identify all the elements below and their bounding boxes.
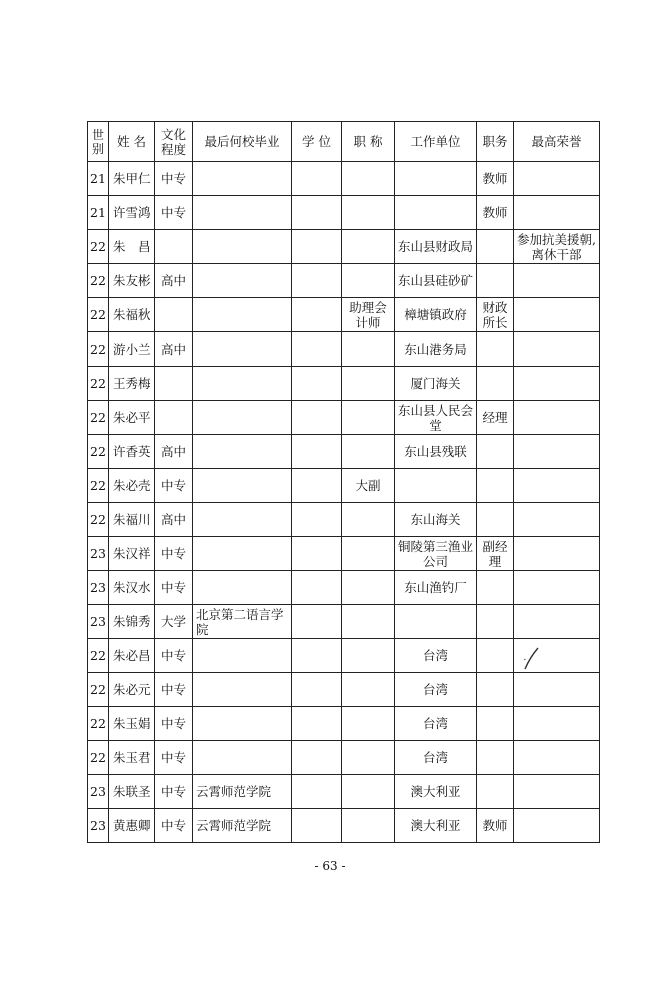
cell-education: 高中 [155,435,193,469]
table-row [88,367,600,401]
page-number: - 63 - [314,859,346,873]
cell-name: 朱福秋 [109,298,155,332]
cell-honor [514,401,600,435]
cell-title: 助理会计师 [342,298,395,332]
cell-degree [292,435,342,469]
table-row [88,469,600,503]
cell-honor [514,605,600,639]
cell-generation: 22 [88,230,109,264]
cell-school [193,639,292,673]
cell-workplace: 澳大利亚 [395,809,477,843]
table-row [88,537,600,571]
cell-position [477,571,514,605]
cell-title [342,673,395,707]
cell-degree [292,332,342,367]
cell-title [342,230,395,264]
cell-title [342,367,395,401]
cell-degree [292,809,342,843]
cell-degree [292,162,342,196]
cell-position [477,741,514,775]
cell-position [477,367,514,401]
cell-school: 云霄师范学院 [193,775,292,809]
cell-education [155,298,193,332]
cell-degree [292,605,342,639]
cell-workplace [395,469,477,503]
cell-generation: 22 [88,469,109,503]
cell-education: 中专 [155,537,193,571]
cell-workplace: 东山港务局 [395,332,477,367]
cell-title [342,775,395,809]
table-row [88,401,600,435]
cell-workplace: 澳大利亚 [395,775,477,809]
cell-workplace [395,196,477,230]
cell-education: 中专 [155,639,193,673]
cell-name: 朱必昌 [109,639,155,673]
cell-workplace: 东山县财政局 [395,230,477,264]
cell-degree [292,367,342,401]
cell-name: 游小兰 [109,332,155,367]
cell-education [155,230,193,264]
table-row [88,503,600,537]
cell-honor [514,367,600,401]
table-row [88,571,600,605]
cell-position [477,230,514,264]
col-header-generation: 世别 [88,122,109,162]
cell-degree [292,571,342,605]
cell-honor [514,707,600,741]
cell-honor [514,298,600,332]
cell-education: 高中 [155,332,193,367]
cell-honor [514,162,600,196]
cell-generation: 23 [88,775,109,809]
cell-degree [292,401,342,435]
cell-degree [292,707,342,741]
cell-degree [292,741,342,775]
cell-generation: 22 [88,332,109,367]
cell-honor [514,775,600,809]
cell-workplace: 樟塘镇政府 [395,298,477,332]
cell-workplace: 台湾 [395,639,477,673]
cell-school [193,162,292,196]
cell-generation: 22 [88,741,109,775]
cell-position [477,264,514,298]
cell-title [342,332,395,367]
cell-education: 中专 [155,673,193,707]
cell-name: 黄惠卿 [109,809,155,843]
cell-school [193,537,292,571]
cell-workplace: 厦门海关 [395,367,477,401]
cell-position: 副经理 [477,537,514,571]
cell-workplace: 铜陵第三渔业公司 [395,537,477,571]
cell-workplace: 台湾 [395,707,477,741]
cell-title [342,639,395,673]
cell-education: 中专 [155,741,193,775]
cell-name: 朱 昌 [109,230,155,264]
cell-position: 教师 [477,809,514,843]
col-header-school: 最后何校毕业 [193,122,292,162]
cell-name: 朱必壳 [109,469,155,503]
cell-name: 朱友彬 [109,264,155,298]
table-row [88,673,600,707]
cell-position: 经理 [477,401,514,435]
cell-degree [292,775,342,809]
cell-position: 教师 [477,196,514,230]
cell-workplace: 东山县残联 [395,435,477,469]
cell-school [193,332,292,367]
cell-honor [514,571,600,605]
cell-name: 朱玉娟 [109,707,155,741]
table-row [88,435,600,469]
cell-generation: 21 [88,196,109,230]
cell-name: 朱福川 [109,503,155,537]
cell-position [477,435,514,469]
cell-title [342,741,395,775]
cell-degree [292,264,342,298]
cell-school [193,264,292,298]
cell-name: 朱锦秀 [109,605,155,639]
cell-position [477,469,514,503]
cell-honor [514,809,600,843]
cell-honor [514,469,600,503]
col-header-position: 职务 [477,122,514,162]
cell-school: 云霄师范学院 [193,809,292,843]
cell-education: 大学 [155,605,193,639]
cell-education: 中专 [155,469,193,503]
cell-name: 许香英 [109,435,155,469]
cell-generation: 22 [88,707,109,741]
cell-position: 财政所长 [477,298,514,332]
cell-workplace: 东山县人民会堂 [395,401,477,435]
cell-position [477,707,514,741]
cell-title [342,707,395,741]
cell-generation: 21 [88,162,109,196]
table-row [88,196,600,230]
table-row [88,707,600,741]
cell-title [342,196,395,230]
cell-title [342,809,395,843]
cell-education [155,401,193,435]
cell-generation: 22 [88,503,109,537]
cell-name: 朱汉水 [109,571,155,605]
cell-generation: 23 [88,537,109,571]
cell-title [342,264,395,298]
table-row [88,605,600,639]
cell-degree [292,673,342,707]
cell-generation: 22 [88,298,109,332]
cell-generation: 23 [88,571,109,605]
cell-honor [514,196,600,230]
cell-degree [292,298,342,332]
table-row [88,809,600,843]
table-row [88,775,600,809]
cell-school [193,673,292,707]
cell-title [342,162,395,196]
cell-name: 朱玉君 [109,741,155,775]
cell-school [193,469,292,503]
cell-school [193,707,292,741]
cell-education: 中专 [155,809,193,843]
cell-degree [292,196,342,230]
genealogy-table [87,121,600,843]
cell-education [155,367,193,401]
col-header-honor: 最高荣誉 [514,122,600,162]
cell-name: 朱必平 [109,401,155,435]
cell-name: 朱甲仁 [109,162,155,196]
cell-education: 中专 [155,775,193,809]
cell-generation: 23 [88,809,109,843]
cell-degree [292,469,342,503]
cell-degree [292,230,342,264]
cell-position [477,503,514,537]
cell-education: 中专 [155,571,193,605]
cell-workplace: 东山渔钓厂 [395,571,477,605]
cell-education: 高中 [155,503,193,537]
cell-degree [292,503,342,537]
cell-title [342,435,395,469]
cell-school [193,298,292,332]
table-row [88,230,600,264]
cell-honor: 参加抗美援朝,离休干部 [514,230,600,264]
cell-title [342,537,395,571]
table-row [88,298,600,332]
cell-name: 王秀梅 [109,367,155,401]
cell-school [193,196,292,230]
cell-education: 中专 [155,162,193,196]
table-row [88,741,600,775]
col-header-name: 姓 名 [109,122,155,162]
cell-honor [514,741,600,775]
pen-mark-icon [521,645,541,673]
cell-degree [292,639,342,673]
cell-position: 教师 [477,162,514,196]
cell-generation: 22 [88,401,109,435]
cell-title [342,605,395,639]
cell-name: 朱联圣 [109,775,155,809]
col-header-degree: 学 位 [292,122,342,162]
cell-workplace: 台湾 [395,673,477,707]
cell-title [342,401,395,435]
cell-name: 朱汉祥 [109,537,155,571]
cell-name: 朱必元 [109,673,155,707]
col-header-workplace: 工作单位 [395,122,477,162]
cell-position [477,605,514,639]
cell-school [193,741,292,775]
table-row [88,264,600,298]
cell-degree [292,537,342,571]
cell-education: 中专 [155,707,193,741]
cell-workplace [395,162,477,196]
cell-workplace [395,605,477,639]
cell-education: 中专 [155,196,193,230]
cell-title: 大副 [342,469,395,503]
cell-position [477,332,514,367]
cell-honor [514,673,600,707]
cell-honor [514,332,600,367]
cell-honor [514,503,600,537]
table-row [88,332,600,367]
table-header-row [88,122,600,162]
cell-school: 北京第二语言学院 [193,605,292,639]
cell-workplace: 东山县硅砂矿 [395,264,477,298]
cell-name: 许雪鸿 [109,196,155,230]
cell-workplace: 东山海关 [395,503,477,537]
cell-generation: 22 [88,673,109,707]
cell-school [193,230,292,264]
cell-school [193,401,292,435]
cell-school [193,367,292,401]
cell-honor [514,537,600,571]
cell-title [342,503,395,537]
cell-title [342,571,395,605]
cell-school [193,435,292,469]
cell-generation: 22 [88,435,109,469]
col-header-title: 职 称 [342,122,395,162]
cell-position [477,639,514,673]
cell-generation: 22 [88,264,109,298]
cell-school [193,503,292,537]
cell-generation: 22 [88,367,109,401]
cell-generation: 23 [88,605,109,639]
cell-position [477,775,514,809]
cell-education: 高中 [155,264,193,298]
cell-workplace: 台湾 [395,741,477,775]
cell-position [477,673,514,707]
cell-honor [514,264,600,298]
cell-generation: 22 [88,639,109,673]
table-row [88,162,600,196]
col-header-education: 文化程度 [155,122,193,162]
cell-honor [514,435,600,469]
cell-school [193,571,292,605]
